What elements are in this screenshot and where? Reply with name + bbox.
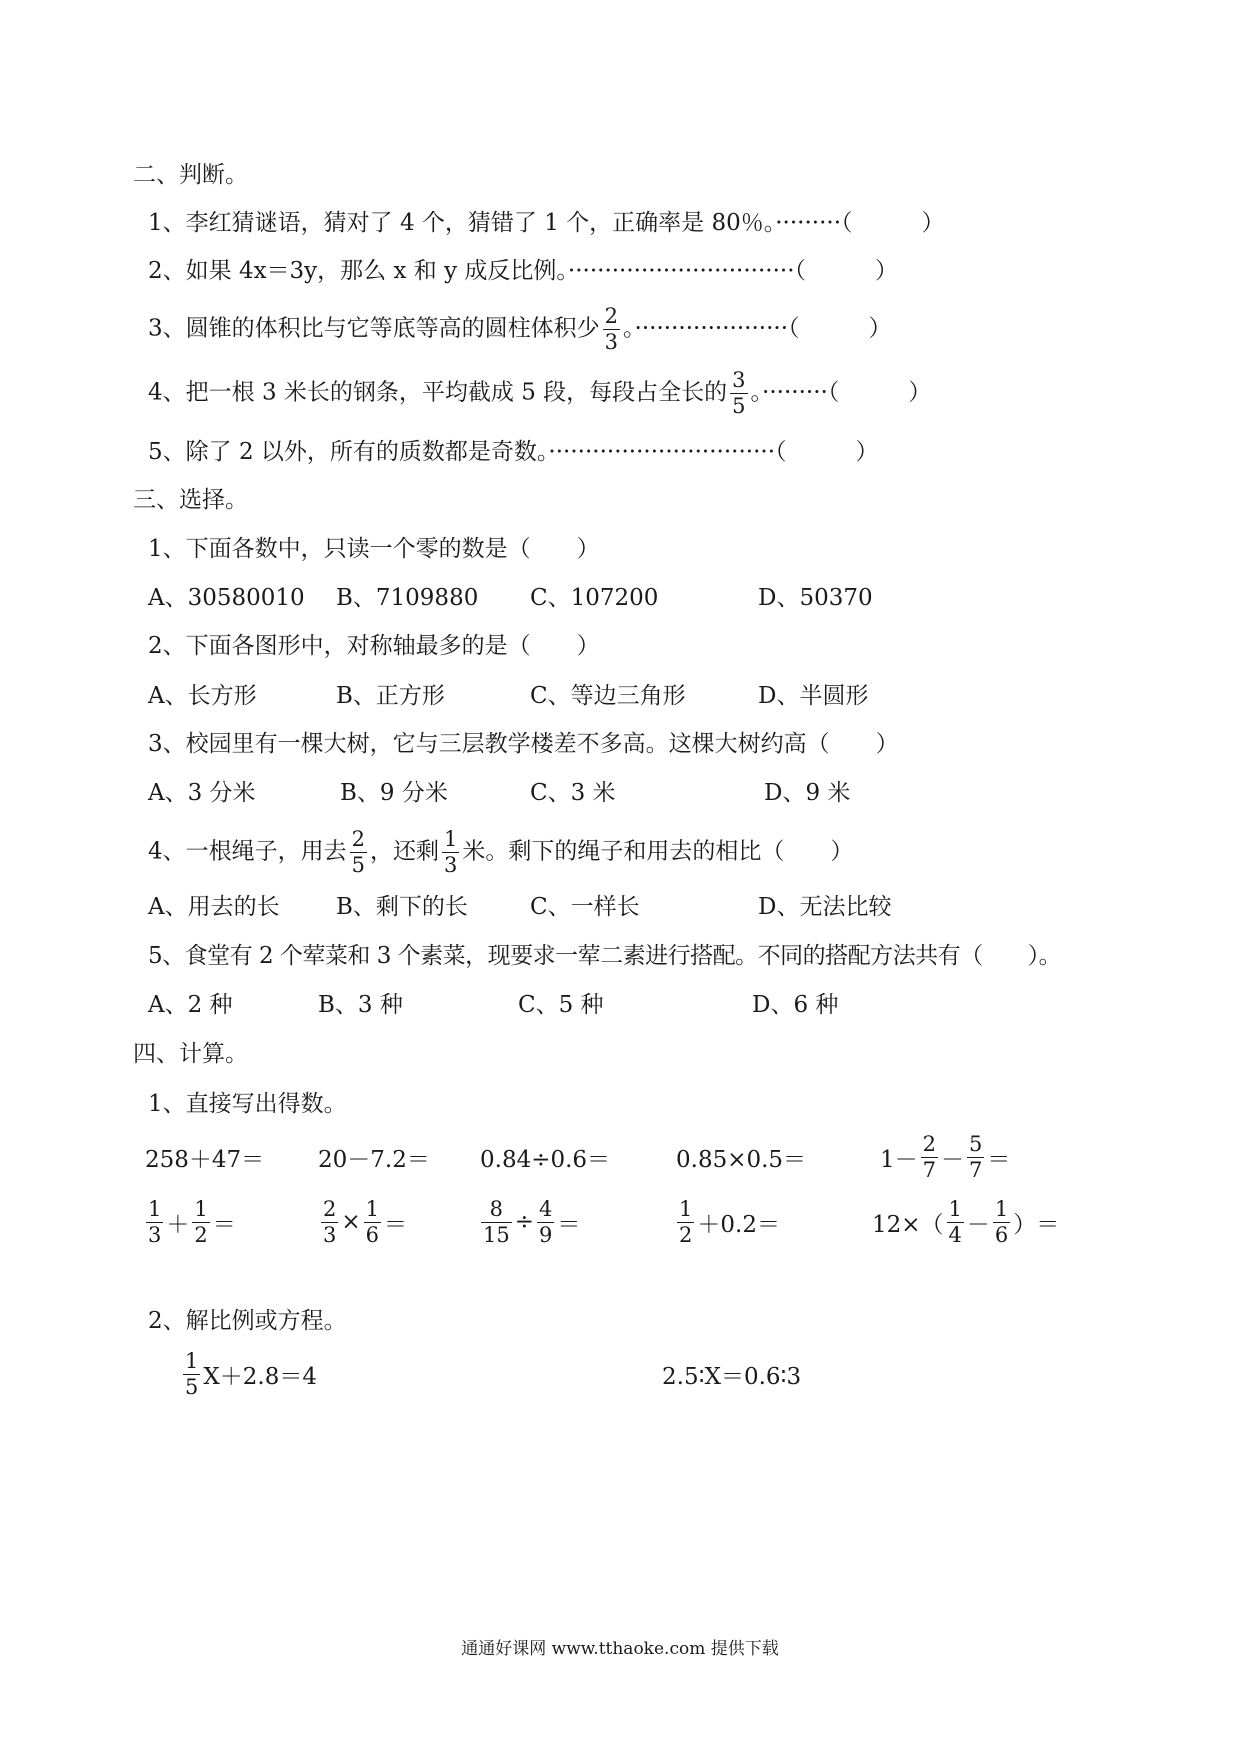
- choice-q3-option-d: D、9 米: [764, 780, 851, 806]
- choice-q3-option-a: A、3 分米: [148, 780, 256, 806]
- fraction: $\frac{8}{15}$: [483, 1196, 510, 1247]
- choice-q5-option-c: C、5 种: [518, 992, 604, 1018]
- choice-question-4: 4、一根绳子，用去 $\frac{2}{5}$ ，还剩 $\frac{1}{3}$ 米。剩下的绳子和用去的相比（ ）: [148, 827, 854, 877]
- choice-q2-option-c: C、等边三角形: [530, 683, 686, 709]
- fraction: $\frac{1}{3}$: [444, 827, 458, 877]
- choice-q2-option-b: B、正方形: [336, 683, 445, 709]
- fraction: $\frac{1}{2}$: [679, 1196, 693, 1247]
- calc-item-1: 258＋47＝: [145, 1146, 265, 1173]
- judge-item-5: 5、除了 2 以外，所有的质数都是奇数。·······························（ ）: [148, 439, 879, 465]
- choice-q4-option-d: D、无法比较: [758, 894, 892, 920]
- choice-q5-option-b: B、3 种: [318, 992, 403, 1018]
- choice-q5-option-d: D、6 种: [752, 992, 839, 1018]
- calc-item-6: $\frac{1}{3}$ ＋ $\frac{1}{2}$ ＝: [148, 1196, 236, 1247]
- calc-item-8: $\frac{8}{15}$ ÷ $\frac{4}{9}$ ＝: [483, 1196, 581, 1247]
- choice-q1-option-d: D、50370: [758, 585, 873, 611]
- fraction: $\frac{2}{3}$: [604, 304, 619, 354]
- choice-question-3: 3、校园里有一棵大树，它与三层教学楼差不多高。这棵大树约高（ ）: [148, 731, 899, 757]
- calc-item-10: 12×（ $\frac{1}{4}$ － $\frac{1}{6}$ ）＝: [872, 1196, 1060, 1247]
- calc-item-9: $\frac{1}{2}$ ＋0.2＝: [679, 1196, 780, 1247]
- section-title-judge: 二、判断。: [133, 162, 248, 188]
- choice-question-5: 5、食堂有 2 个荤菜和 3 个素菜，现要求一荤二素进行搭配。不同的搭配方法共有（ ）。: [148, 943, 1062, 969]
- choice-q2-option-a: A、长方形: [148, 683, 257, 709]
- calc-item-3: 0.84÷0.6＝: [480, 1146, 611, 1173]
- fraction: $\frac{4}{9}$: [539, 1196, 553, 1247]
- judge-item-2: 2、如果 4x＝3y，那么 x 和 y 成反比例。·······························（ ）: [148, 258, 899, 284]
- fraction: $\frac{2}{3}$: [323, 1196, 337, 1247]
- calc-item-2: 20－7.2＝: [318, 1146, 430, 1173]
- calc-sub-2: 2、解比例或方程。: [148, 1308, 347, 1334]
- judge-item-1: 1、李红猜谜语，猜对了 4 个，猜错了 1 个，正确率是 80％。·········（ ）: [148, 210, 945, 236]
- choice-q4-option-c: C、一样长: [530, 894, 640, 920]
- choice-question-1: 1、下面各数中，只读一个零的数是（ ）: [148, 536, 600, 562]
- calc-item-5: 1－ $\frac{2}{7}$ － $\frac{5}{7}$ ＝: [880, 1131, 1011, 1182]
- choice-q4-option-b: B、剩下的长: [336, 894, 468, 920]
- calc-item-7: $\frac{2}{3}$ × $\frac{1}{6}$ ＝: [323, 1196, 408, 1247]
- section-title-choice: 三、选择。: [133, 487, 248, 513]
- fraction: $\frac{1}{6}$: [994, 1196, 1009, 1247]
- fraction: $\frac{3}{5}$: [732, 368, 746, 418]
- fraction: $\frac{5}{7}$: [969, 1131, 983, 1182]
- fraction: $\frac{1}{2}$: [194, 1196, 208, 1247]
- fraction: $\frac{1}{5}$: [185, 1348, 199, 1399]
- choice-q1-option-c: C、107200: [530, 585, 659, 611]
- section-title-calc: 四、计算。: [133, 1041, 248, 1067]
- equation-1: $\frac{1}{5}$ X＋2.8＝4: [185, 1348, 317, 1399]
- fraction: $\frac{1}{6}$: [365, 1196, 380, 1247]
- fraction: $\frac{2}{5}$: [351, 827, 366, 877]
- fraction: $\frac{1}{3}$: [148, 1196, 162, 1247]
- choice-q1-option-a: A、30580010: [148, 585, 305, 611]
- footer-credit: 通通好课网 www.tthaoke.com 提供下载: [461, 1639, 779, 1659]
- equation-2: 2.5∶X＝0.6∶3: [662, 1363, 802, 1390]
- judge-item-4-text: 4、把一根 3 米长的钢条，平均截成 5 段，每段占全长的: [148, 379, 728, 406]
- choice-q1-option-b: B、7109880: [336, 585, 479, 611]
- choice-q3-option-b: B、9 分米: [340, 780, 448, 806]
- choice-q4-option-a: A、用去的长: [148, 894, 280, 920]
- calc-item-4: 0.85×0.5＝: [676, 1146, 807, 1173]
- choice-q5-option-a: A、2 种: [148, 992, 233, 1018]
- fraction: $\frac{1}{4}$: [948, 1196, 962, 1247]
- choice-question-2: 2、下面各图形中，对称轴最多的是（ ）: [148, 633, 600, 659]
- choice-q3-option-c: C、3 米: [530, 780, 616, 806]
- calc-sub-1: 1、直接写出得数。: [148, 1091, 347, 1117]
- fraction: $\frac{2}{7}$: [922, 1131, 937, 1182]
- judge-item-3-text: 3、圆锥的体积比与它等底等高的圆柱体积少: [148, 315, 600, 342]
- judge-item-4: 4、把一根 3 米长的钢条，平均截成 5 段，每段占全长的 $\frac{3}{5}$ 。·········（ ）: [148, 368, 932, 418]
- choice-q2-option-d: D、半圆形: [758, 683, 869, 709]
- judge-item-3: 3、圆锥的体积比与它等底等高的圆柱体积少 $\frac{2}{3}$ 。·····················（ ）: [148, 304, 892, 354]
